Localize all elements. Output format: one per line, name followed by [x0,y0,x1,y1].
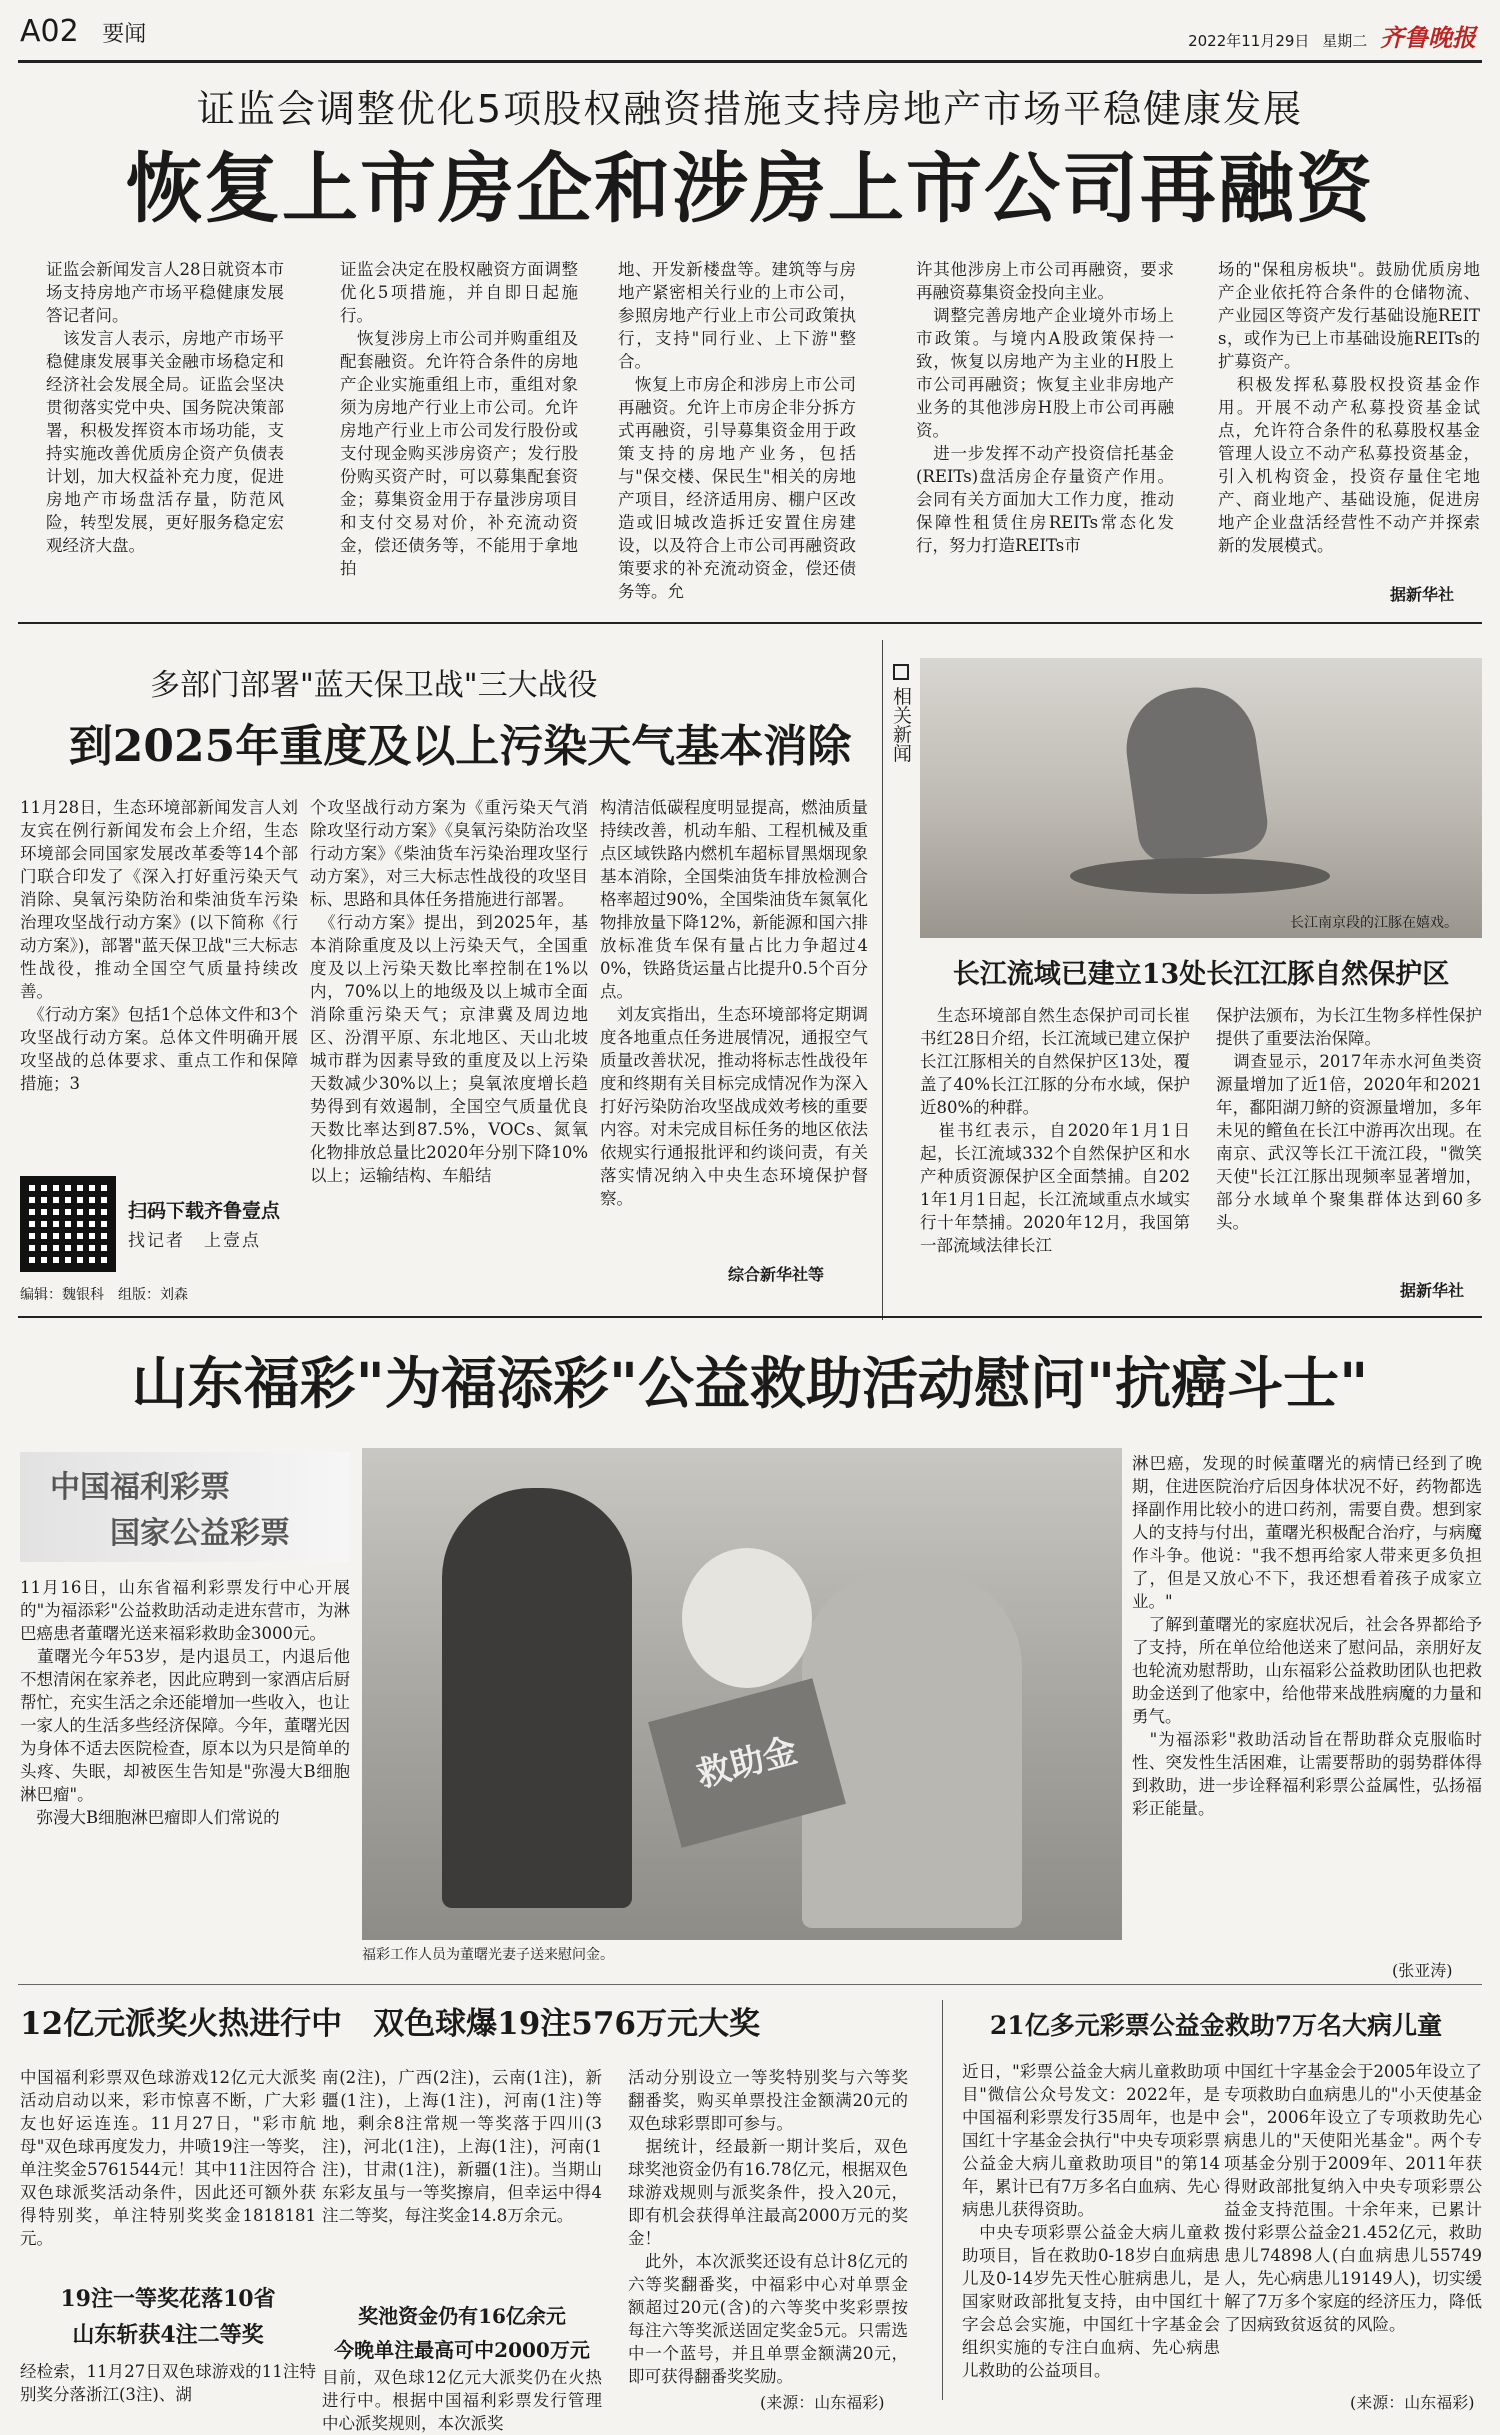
lottery-subhead-4: 今晚单注最高可中2000万元 [334,2338,590,2362]
porpoise-body [1070,858,1330,894]
lead-column-4: 许其他涉房上市公司再融资，要求再融资募集资金投向主业。 调整完善房地产企业境外市场上市政策。与境内A股政策保持一致，恢复以房地产为主业的H股上市公司再融资；恢复主业非房地产业务的其他涉房H股上市公司再融资。 进一步发挥不动产投资信托基金(REITs)盘活房企存量资产作用。会同有关方面加大工作力度，推动保障性租赁住房REITs常态化发行，努力打造REITs市 [916,260,1174,555]
issue-date: 2022年11月29日 [1188,32,1310,50]
welfare-byline: (张亚涛) [1392,1961,1453,1980]
lottery-subhead-1: 19注一等奖花落10省 [60,2286,276,2312]
blue-source: 综合新华社等 [728,1265,825,1284]
welfare-logo-box [20,1452,350,1562]
lottery-column-1b: 经检索，11月27日双色球游戏的11注特别奖分落浙江(3注)、湖 [20,2362,316,2404]
porpoise-photo [920,658,1482,938]
woman-figure [802,1568,1022,1928]
section-divider-2 [18,1316,1482,1318]
blue-column-2: 个攻坚战行动方案为《重污染天气消除攻坚行动方案》《臭氧污染防治攻坚行动方案》《柴油货车污染治理攻坚行动方案》，对三大标志性战役的攻坚目标、思路和具体任务措施进行部署。 《行动方案》提出，到2025年，基本消除重度及以上污染天气，全国重度及以上污染天数比率控制在1%以内，70%以上的地级及以上城市全面消除重污染天气；京津冀及周边地区、汾渭平原、东北地区、天山北坡城市群为因素导致的重度及以上污染天数减少30%以上；臭氧浓度增长趋势得到有效遏制，全国空气质量优良天数比率达到87.5%，VOCs、氮氧化物排放总量比2020年分别下降10%以上；运输结构、车船结 [310,798,588,1185]
editor-credit: 编辑：魏银科 组版：刘森 [20,1287,188,1303]
welfare-logo-line1: 中国福利彩票 [50,1470,230,1505]
blue-column-1: 11月28日，生态环境部新闻发言人刘友宾在例行新闻发布会上介绍，生态环境部会同国家发展改革委等14个部门联合印发了《深入打好重污染天气消除、臭氧污染防治和柴油货车污染治理攻坚战行动方案》(以下简称《行动方案》)，部署"蓝天保卫战"三大标志性战役，推动全国空气质量持续改善。 《行动方案》包括1个总体文件和3个攻坚战行动方案。总体文件明确开展攻坚战的总体要求、重点工作和保障措施；3 [20,798,298,1093]
issue-weekday: 星期二 [1322,32,1368,50]
lead-column-1: 证监会新闻发言人28日就资本市场支持房地产市场平稳健康发展答记者问。 该发言人表示，房地产市场平稳健康发展事关金融市场稳定和经济社会发展全局。证监会坚决贯彻落实党中央、国务院决策部署，积极发挥资本市场功能，支持实施改善优质房企资产负债表计划，加大权益补充力度，促进房地产市场盘活存量，防范风险，转型发展，更好服务稳定宏观经济大盘。 [46,260,284,555]
related-news-text: 相关新闻 [890,686,912,763]
qr-sublabel: 找记者 上壹点 [128,1231,261,1251]
lottery-source: (来源：山东福彩) [760,2393,885,2412]
lead-column-2: 证监会决定在股权融资方面调整优化5项措施，并自即日起施行。 恢复涉房上市公司并购重组及配套融资。允许符合条件的房地产企业实施重组上市，重组对象须为房地产行业上市公司。允许房地产行业上市公司发行股份或支付现金购买涉房资产；发行股份购买资产时，可以募集配套资金；募集资金用于存量涉房项目和支付交易对价，补充流动资金，偿还债务等，不能用于拿地拍 [340,260,578,578]
welfare-column-1: 11月16日，山东省福利彩票发行中心开展的"为福添彩"公益救助活动走进东营市，为淋巴癌患者董曙光送来福彩救助金3000元。 董曙光今年53岁，是内退员工，内退后他不想清闲在家养老，因此应聘到一家酒店后厨帮忙，充实生活之余还能增加一些收入，也让一家人的生活多些经济保障。今年，董曙光因为身体不适去医院检查，原本以为只是简单的头疼、失眠，却被医生告知是"弥漫大B细胞淋巴瘤"。 弥漫大B细胞淋巴瘤即人们常说的 [20,1578,350,1827]
lead-kicker: 证监会调整优化5项股权融资措施支持房地产市场平稳健康发展 [196,87,1304,131]
welfare-caption: 福彩工作人员为董曙光妻子送来慰问金。 [362,1947,614,1963]
river-headline: 长江流域已建立13处长江江豚自然保护区 [952,959,1450,990]
welfare-column-2: 淋巴癌，发现的时候董曙光的病情已经到了晚期，住进医院治疗后因身体状况不好，药物都选择副作用比较小的进口药剂，需要自费。想到家人的支持与付出，董曙光积极配合治疗，与病魔作斗争。他说："我不想再给家人带来更多负担了，但是又放心不下，我还想看着孩子成家立业。" 了解到董曙光的家庭状况后，社会各界都给予了支持，所在单位给他送来了慰问品，亲朋好友也轮流劝慰帮助，山东福彩公益救助团队也把救助金送到了他家中，给他带来战胜病魔的力量和勇气。 "为福添彩"救助活动旨在帮助群众克服临时性、突发性生活困难，让需要帮助的弱势群体得到救助，进一步诠释福利彩票公益属性，弘扬福彩正能量。 [1132,1454,1482,1818]
section-label: 要闻 [102,22,147,47]
welfare-photo [362,1448,1122,1940]
lottery-headline: 12亿元派奖火热进行中 双色球爆19注576万元大奖 [20,2006,760,2042]
children-headline: 21亿多元彩票公益金救助7万名大病儿童 [989,2011,1443,2040]
lead-column-5: 场的"保租房板块"。鼓励优质房地产企业依托符合条件的仓储物流、产业园区等资产发行基础设施REITs，或作为已上市基础设施REITs的扩募资产。 积极发挥私募股权投资基金作用。开展不动产私募投资基金试点，允许符合条件的私募股权基金管理人设立不动产私募投资基金，引入机构资金，投资存量住宅地产、商业地产、基础设施，促进房地产企业盘活经营性不动产并探索新的发展模式。 [1218,260,1480,555]
lottery-subhead-2: 山东斩获4注二等奖 [72,2322,264,2348]
qr-code[interactable] [20,1176,116,1272]
column-divider [882,640,883,1320]
page-number: A02 [20,14,79,49]
section-divider-3 [18,1984,1482,1985]
qr-label: 扫码下载齐鲁壹点 [128,1200,281,1222]
lottery-column-3: 活动分别设立一等奖特别奖与六等奖翻番奖，购买单票投注金额满20元的双色球彩票即可参与。 据统计，经最新一期计奖后，双色球奖池资金仍有16.78亿元，根据双色球游戏规则与派奖条件，投入20元，即有机会获得单注最高2000万元的奖金！ 此外，本次派奖还设有总计8亿元的六等奖翻番奖，中福彩中心对单票金额超过20元(含)的六等奖中奖彩票按每注六等奖派送固定奖金5元。只需选中一个蓝号，并且单票金额满20元，即可获得翻番奖奖励。 [628,2068,908,2386]
blue-kicker: 多部门部署"蓝天保卫战"三大战役 [150,668,598,703]
plush-toy [682,1548,812,1688]
porpoise-caption: 长江南京段的江豚在嬉戏。 [1290,915,1458,931]
river-source: 据新华社 [1400,1281,1465,1300]
lottery-column-2b: 目前，双色球12亿元大派奖仍在火热进行中。根据中国福利彩票发行管理中心派奖规则，本次派奖 [322,2368,602,2433]
lead-headline: 恢复上市房企和涉房上市公司再融资 [126,144,1374,233]
lottery-column-2: 南(2注)，广西(2注)，云南(1注)，新疆(1注)，上海(1注)，河南(1注)等地，剩余8注常规一等奖落于四川(3注)，河北(1注)，上海(1注)，河南(1注)，甘肃(1注)，新疆(1注)。当期山东彩友虽与一等奖擦肩，但幸运中得4注二等奖，每注奖金14.8万余元。 [322,2068,602,2225]
blue-headline: 到2025年重度及以上污染天气基本消除 [68,721,852,772]
column-divider-2 [942,2000,943,2400]
welfare-headline: 山东福彩"为福添彩"公益救助活动慰问"抗癌斗士" [131,1351,1369,1417]
welfare-logo-line2: 国家公益彩票 [110,1516,290,1551]
children-column-1: 近日，"彩票公益金大病儿童救助项目"微信公众号发文：2022年，是中国福利彩票发行35周年，也是中国红十字基金会执行"中央专项彩票公益金大病儿童救助项目"的第14年，累计已有7万多名白血病、先心病患儿获得资助。 中央专项彩票公益金大病儿童救助项目，旨在救助0-18岁白血病患儿及0-14岁先天性心脏病患儿，是国家财政部批复支持，由中国红十字会总会实施，中国红十字基金会组织实施的专注白血病、先心病患儿救助的公益项目。 [962,2062,1220,2380]
river-column-1: 生态环境部自然生态保护司司长崔书红28日介绍，长江流域已建立保护长江江豚相关的自然保护区13处，覆盖了40%长江江豚的分布水域，保护近80%的种群。 崔书红表示，自2020年1月1日起，长江流域332个自然保护区和水产种质资源保护区全面禁捕。自2021年1月1日起，长江流域重点水域实行十年禁捕。2020年12月，我国第一部流域法律长江 [920,1006,1190,1255]
lead-source: 据新华社 [1390,585,1455,604]
children-source: (来源：山东福彩) [1350,2393,1475,2412]
river-column-2: 保护法颁布，为长江生物多样性保护提供了重要法治保障。 调查显示，2017年赤水河鱼类资源量增加了近1倍，2020年和2021年，鄱阳湖刀鲚的资源量增加，多年未见的鳤鱼在长江中游再次出现。在南京、武汉等长江干流江段，"微笑天使"长江江豚出现频率显著增加，部分水域单个聚集群体达到60多头。 [1216,1006,1482,1232]
header-rule [18,60,1482,63]
man-figure [442,1488,632,1908]
lottery-subhead-3: 奖池资金仍有16亿余元 [358,2304,566,2328]
blue-column-3: 构清洁低碳程度明显提高，燃油质量持续改善，机动车船、工程机械及重点区域铁路内燃机车超标冒黑烟现象基本消除，全国柴油货车排放检测合格率超过90%，全国柴油货车氮氧化物排放量下降12%，新能源和国六排放标准货车保有量占比力争超过40%，铁路货运量占比提升0.5个百分点。 刘友宾指出，生态环境部将定期调度各地重点任务进展情况，通报空气质量改善状况，推动将标志性战役年度和终期有关目标完成情况作为深入打好污染防治攻坚战成效考核的重要内容。对未完成目标任务的地区依法依规实行通报批评和约谈问责，有关落实情况纳入中央生态环境保护督察。 [600,798,868,1208]
section-divider-1 [18,622,1482,624]
newspaper-logo: 齐鲁晚报 [1380,23,1476,52]
page-header-left [20,14,146,49]
page-header-right [1188,18,1476,53]
lead-column-3: 地、开发新楼盘等。建筑等与房地产紧密相关行业的上市公司，参照房地产行业上市公司政策执行，支持"同行业、上下游"整合。 恢复上市房企和涉房上市公司再融资。允许上市房企非分拆方式再融资，引导募集资金用于政策支持的房地产业务，包括与"保交楼、保民生"相关的房地产项目，经济适用房、棚户区改造或旧城改造拆迁安置住房建设，以及符合上市公司再融资政策要求的补充流动资金，偿还债务等。允 [618,260,856,601]
children-column-2: 中国红十字基金会于2005年设立了专项救助白血病患儿的"小天使基金会"，2006年设立了专项救助先心病患儿的"天使阳光基金"。两个专项基金分别于2009年、2011年获得财政部批复纳入中央专项彩票公益金支持范围。十余年来，已累计拨付彩票公益金21.452亿元，救助患儿74898人(白血病患儿55749人，先心病患儿19149人)，切实缓解了7万多个家庭的经济压力，降低了因病致贫返贫的风险。 [1224,2062,1482,2334]
related-news-label [890,664,912,762]
lottery-column-1: 中国福利彩票双色球游戏12亿元大派奖活动启动以来，彩市惊喜不断，广大彩友也好运连连。11月27日，"彩市航母"双色球再度发力，井喷19注一等奖，单注奖金5761544元！其中11注因符合双色球派奖活动条件，因此还可额外获得特别奖，单注特别奖奖金1818181元。 [20,2068,316,2248]
porpoise-shape [1119,680,1271,866]
relief-envelope: 救助金 [648,1678,846,1848]
